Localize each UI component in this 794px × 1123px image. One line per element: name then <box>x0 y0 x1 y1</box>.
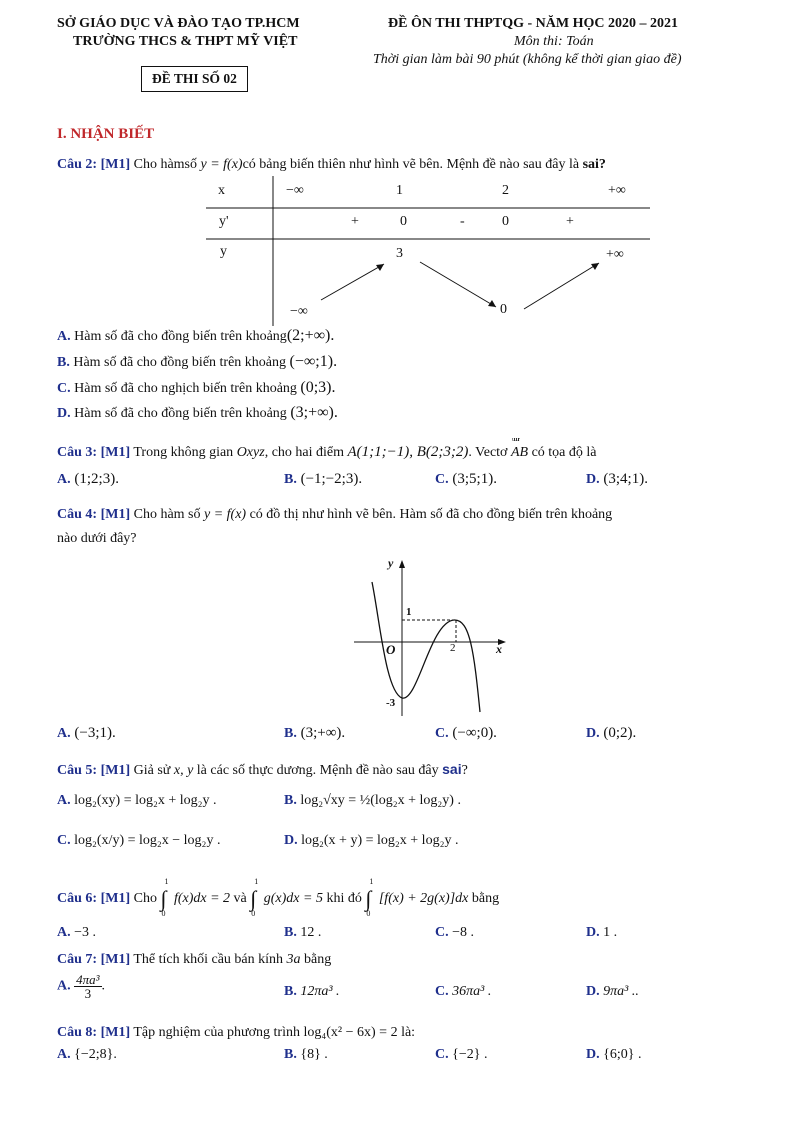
option-math: (−∞;1). <box>289 353 338 370</box>
table-x-value: 1 <box>396 183 403 198</box>
option-key: A. <box>57 329 71 344</box>
option-math: (−∞;0). <box>452 725 497 741</box>
option-math: (2;+∞). <box>286 327 335 344</box>
question-8-stem <box>57 1025 415 1041</box>
question-label: Câu 2: <box>57 157 98 172</box>
table-y-value: −∞ <box>290 304 308 319</box>
question-text: bằng <box>471 891 500 907</box>
option-math: −3 . <box>74 925 97 940</box>
table-y-value: 0 <box>500 302 507 317</box>
question-2-option-d <box>57 404 338 422</box>
exam-code-box: ĐỀ THI SỐ 02 <box>141 66 248 92</box>
integral-formula: g(x)dx = 5 <box>263 891 323 907</box>
option-key: A. <box>57 793 71 808</box>
integral-lower-limit: 0 <box>161 909 166 918</box>
question-text: Cho hàmsố <box>133 157 197 172</box>
question-level: [M1] <box>100 1025 131 1040</box>
function-formula: y = f(x) <box>204 507 247 522</box>
option-math: (−3;1). <box>74 725 116 741</box>
option-math: log₂(xy) = log₂x + log₂y . <box>74 793 217 808</box>
question-5-option-c <box>57 833 220 849</box>
option-text: Hàm số đã cho đồng biến trên khoảng <box>73 355 287 370</box>
option-math: {6;0} . <box>603 1047 642 1062</box>
integral-formula: f(x)dx = 2 <box>173 891 231 907</box>
question-5-option-b <box>284 793 461 809</box>
option-math: log₂√xy = ½(log₂x + log₂y) . <box>300 793 461 808</box>
question-8-option-a <box>57 1047 117 1063</box>
option-key: A. <box>57 726 71 741</box>
variation-table <box>206 176 650 326</box>
option-key: D. <box>57 406 71 421</box>
question-4-option-b <box>284 725 345 742</box>
option-text: Hàm số đã cho nghịch biến trên khoảng <box>74 381 297 396</box>
option-key: A. <box>57 978 71 994</box>
question-4-option-a <box>57 725 116 742</box>
question-7-option-b <box>284 984 340 1000</box>
question-level: [M1] <box>100 445 131 460</box>
fraction <box>74 973 101 1000</box>
exam-title: ĐỀ ÔN THI THPTQG - NĂM HỌC 2020 – 2021 <box>388 16 679 31</box>
option-key: A. <box>57 472 71 487</box>
vector-arrow-icon: uuur <box>511 437 519 443</box>
question-4-stem-cont: nào dưới đây? <box>57 531 137 546</box>
y-axis-label: y <box>388 556 394 570</box>
option-key: B. <box>284 1047 297 1062</box>
integral-upper-limit: 1 <box>164 877 169 886</box>
table-x-value: 2 <box>502 183 509 198</box>
coordinate-space: Oxyz <box>236 445 265 460</box>
option-key: B. <box>284 472 297 487</box>
question-text: Thể tích khối cầu bán kính <box>133 952 284 967</box>
question-emphasis: sai <box>442 761 462 777</box>
option-math: 12πa³ . <box>300 984 340 999</box>
option-key: B. <box>284 793 297 808</box>
table-y-value: 3 <box>396 246 403 261</box>
table-x-label: x <box>218 183 225 198</box>
exam-time: Thời gian làm bài 90 phút (không kể thời gian giao đề) <box>373 52 682 67</box>
question-text: khi đó <box>326 891 362 907</box>
question-emphasis: sai? <box>582 157 606 172</box>
option-key: C. <box>57 381 71 396</box>
question-5-option-d <box>284 833 458 849</box>
x-tick-label: 2 <box>450 642 456 654</box>
option-math: (3;4;1). <box>603 471 648 487</box>
option-key: C. <box>435 984 449 999</box>
question-label: Câu 5: <box>57 763 98 778</box>
option-key: C. <box>435 726 449 741</box>
question-text: Tập nghiệm của phương trình <box>133 1025 300 1040</box>
option-math: log₂(x + y) = log₂x + log₂y . <box>301 833 459 848</box>
table-sign: 0 <box>400 214 407 229</box>
table-x-value: +∞ <box>608 183 626 198</box>
option-key: D. <box>586 472 600 487</box>
option-text: Hàm số đã cho đồng biến trên khoảng <box>74 406 287 421</box>
question-label: Câu 3: <box>57 445 98 460</box>
option-math: (−1;−2;3). <box>300 471 363 487</box>
question-text: , cho hai điểm <box>264 445 344 460</box>
function-formula: y = f(x) <box>200 157 243 172</box>
question-label: Câu 6: <box>57 891 98 907</box>
table-y-value: +∞ <box>606 247 624 262</box>
option-math: 9πa³ .. <box>603 984 639 999</box>
table-yprime-label: y' <box>219 214 229 229</box>
origin-label: O <box>386 642 396 657</box>
question-text: là các số thực dương. Mệnh đề nào sau đây <box>196 763 439 778</box>
fraction-numerator: 4πa³ <box>76 972 100 987</box>
question-text: là: <box>401 1025 416 1040</box>
question-6-option-d <box>586 925 617 941</box>
table-sign: + <box>351 214 359 229</box>
x-axis-label: x <box>496 642 502 656</box>
option-math: (3;5;1). <box>452 471 497 487</box>
option-math: {8} . <box>300 1047 328 1062</box>
question-5-option-a <box>57 793 217 809</box>
option-math: {−2;8}. <box>74 1047 117 1062</box>
question-7-option-d <box>586 984 639 1000</box>
y-tick-label: 1 <box>406 606 412 618</box>
option-math: −8 . <box>452 925 475 940</box>
exam-subject: Môn thi: Toán <box>514 34 594 49</box>
option-key: A. <box>57 925 71 940</box>
option-key: D. <box>284 833 298 848</box>
question-text: ? <box>461 763 468 778</box>
option-key: A. <box>57 1047 71 1062</box>
option-math: 36πa³ . <box>452 984 492 999</box>
option-key: D. <box>586 925 600 940</box>
min-value-label: -3 <box>386 697 396 709</box>
points-formula: A(1;1;−1), B(2;3;2) <box>347 444 469 460</box>
question-text: Cho hàm số <box>133 507 201 522</box>
question-2-stem <box>57 157 606 173</box>
vector-name: AB <box>510 445 529 460</box>
section-title: I. NHẬN BIẾT <box>57 126 155 142</box>
question-level: [M1] <box>100 157 131 172</box>
vector-ab <box>510 437 529 461</box>
option-key: B. <box>284 984 297 999</box>
question-2-option-b <box>57 353 337 371</box>
question-text: có tọa độ là <box>531 445 597 460</box>
question-label: Câu 4: <box>57 507 98 522</box>
integral-sign-icon: ∫ 1 0 <box>365 877 374 918</box>
school-name: TRƯỜNG THCS & THPT MỸ VIỆT <box>73 34 298 49</box>
option-math: . <box>101 978 106 994</box>
question-8-option-d <box>586 1047 641 1063</box>
question-3-option-d <box>586 471 648 488</box>
question-text: có đồ thị như hình vẽ bên. Hàm số đã cho đồng biến trên khoảng <box>249 507 613 522</box>
option-key: B. <box>57 355 70 370</box>
question-text: có bảng biến thiên như hình vẽ bên. Mệnh đề nào sau đây là <box>242 157 580 172</box>
integral-lower-limit: 0 <box>366 909 371 918</box>
option-math: (0;3). <box>300 379 336 396</box>
question-3-option-c <box>435 471 497 488</box>
question-text: và <box>233 891 247 907</box>
option-key: D. <box>586 726 600 741</box>
option-key: B. <box>284 726 297 741</box>
question-2-option-a <box>57 327 334 345</box>
question-text: Giả sử <box>133 763 171 778</box>
option-math: (0;2). <box>603 725 637 741</box>
question-5-stem <box>57 761 468 779</box>
question-7-stem <box>57 952 331 968</box>
table-sign: - <box>460 214 465 229</box>
option-key: C. <box>435 472 449 487</box>
question-4-option-d <box>586 725 636 742</box>
question-4-option-c <box>435 725 497 742</box>
question-8-option-c <box>435 1047 487 1063</box>
integral-upper-limit: 1 <box>254 877 259 886</box>
integral-sign-icon: ∫ 1 0 <box>250 877 259 918</box>
table-sign: + <box>566 214 574 229</box>
integral-lower-limit: 0 <box>251 909 256 918</box>
fraction-denominator: 3 <box>84 986 92 1001</box>
option-math: (1;2;3). <box>74 471 119 487</box>
option-math: log₂(x/y) = log₂x − log₂y . <box>74 833 221 848</box>
question-level: [M1] <box>100 952 131 967</box>
question-3-option-a <box>57 471 119 488</box>
table-sign: 0 <box>502 214 509 229</box>
option-math: 1 . <box>603 925 618 940</box>
question-6-option-b <box>284 925 321 941</box>
sphere-radius: 3a <box>286 952 301 967</box>
question-6-option-a <box>57 925 96 941</box>
question-7-option-c <box>435 984 491 1000</box>
integral-formula: [f(x) + 2g(x)]dx <box>378 891 469 907</box>
question-8-option-b <box>284 1047 328 1063</box>
integral-sign-icon: ∫ 1 0 <box>160 877 169 918</box>
question-level: [M1] <box>100 891 131 907</box>
question-3-stem <box>57 437 597 461</box>
question-label: Câu 8: <box>57 1025 98 1040</box>
question-6-option-c <box>435 925 474 941</box>
integral-upper-limit: 1 <box>369 877 374 886</box>
option-math: 12 . <box>300 925 322 940</box>
table-y-label: y <box>220 244 227 259</box>
option-key: C. <box>57 833 71 848</box>
function-graph <box>348 552 518 720</box>
department-name: SỞ GIÁO DỤC VÀ ĐÀO TẠO TP.HCM <box>57 16 300 31</box>
option-text: Hàm số đã cho đồng biến trên khoảng <box>74 329 287 344</box>
question-text: Cho <box>133 891 157 907</box>
option-math: {−2} . <box>452 1047 488 1062</box>
question-level: [M1] <box>100 763 131 778</box>
question-2-option-c <box>57 379 336 397</box>
question-6-stem <box>57 877 500 918</box>
option-key: D. <box>586 1047 600 1062</box>
question-text: . Vectơ <box>468 445 508 460</box>
question-level: [M1] <box>100 507 131 522</box>
question-text: bằng <box>304 952 332 967</box>
option-math: (3;+∞). <box>290 404 338 421</box>
option-key: C. <box>435 1047 449 1062</box>
question-label: Câu 7: <box>57 952 98 967</box>
option-key: B. <box>284 925 297 940</box>
question-7-option-a <box>57 973 105 1000</box>
question-4-stem <box>57 507 739 523</box>
question-3-option-b <box>284 471 362 488</box>
equation-formula: log₄(x² − 6x) = 2 <box>303 1025 398 1040</box>
option-key: D. <box>586 984 600 999</box>
question-text: Trong không gian <box>133 445 234 460</box>
option-key: C. <box>435 925 449 940</box>
table-x-value: −∞ <box>286 183 304 198</box>
option-math: (3;+∞). <box>300 725 346 741</box>
variables: x, y <box>173 763 194 778</box>
